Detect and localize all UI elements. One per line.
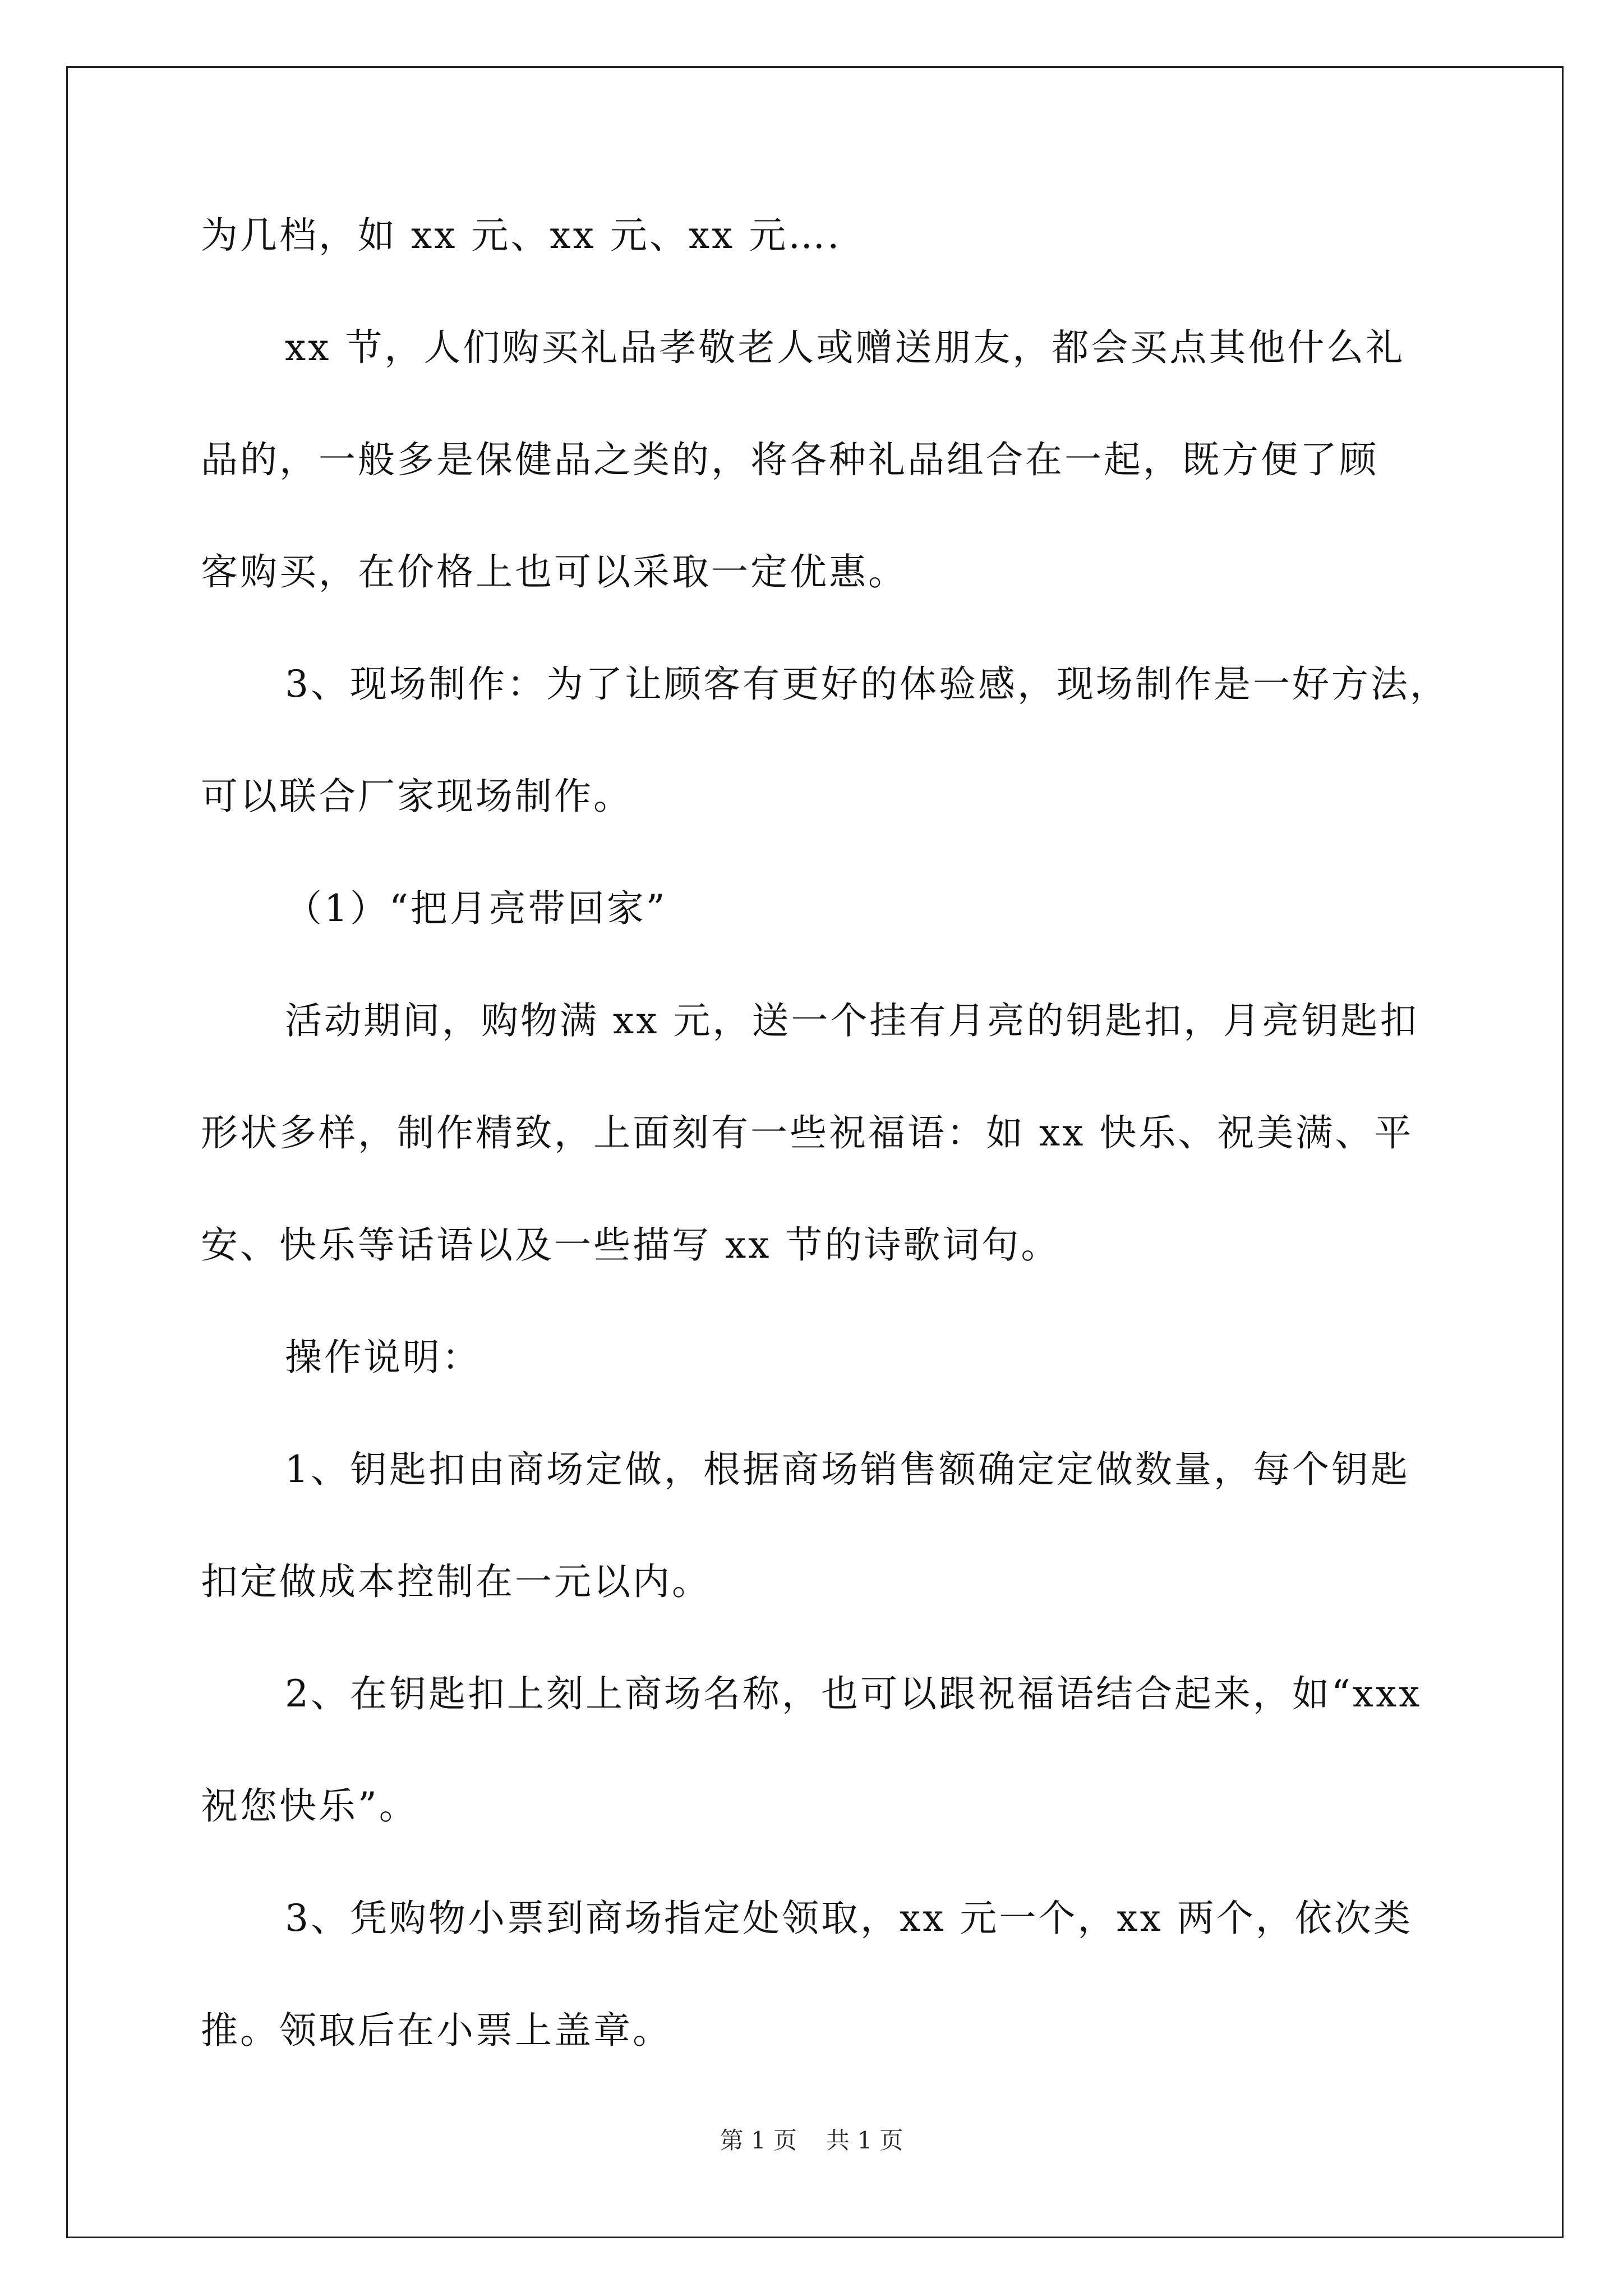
text-line: 推。领取后在小票上盖章。 xyxy=(201,2009,672,2052)
page-footer xyxy=(0,2126,1623,2155)
page-count: 共 1 页 xyxy=(826,2127,903,2154)
text-line: 安、快乐等话语以及一些描写 xx 节的诗歌词句。 xyxy=(201,1223,1061,1267)
text-line: 为几档，如 xx 元、xx 元、xx 元…. xyxy=(201,214,842,257)
text-line: 祝您快乐”。 xyxy=(201,1784,418,1828)
text-line: 3、凭购物小票到商场指定处领取，xx 元一个，xx 两个，依次类 xyxy=(285,1897,1413,1940)
text-line: 操作说明： xyxy=(285,1336,481,1379)
text-line: xx 节，人们购买礼品孝敬老人或赠送朋友，都会买点其他什么礼 xyxy=(285,326,1405,369)
text-line: 扣定做成本控制在一元以内。 xyxy=(201,1560,711,1603)
text-line: 3、现场制作：为了让顾客有更好的体验感，现场制作是一好方法， xyxy=(285,662,1449,706)
text-line: 活动期间，购物满 xx 元，送一个挂有月亮的钥匙扣，月亮钥匙扣 xyxy=(285,999,1419,1042)
text-line: 形状多样，制作精致，上面刻有一些祝福语：如 xx 快乐、祝美满、平 xyxy=(201,1111,1414,1154)
text-line: 品的，一般多是保健品之类的，将各种礼品组合在一起，既方便了顾 xyxy=(201,438,1378,481)
text-line: 客购买，在价格上也可以采取一定优惠。 xyxy=(201,550,907,593)
text-line: （1）“把月亮带回家” xyxy=(285,887,667,930)
page-number: 第 1 页 xyxy=(720,2127,797,2154)
text-line: 可以联合厂家现场制作。 xyxy=(201,775,633,818)
text-line: 1、钥匙扣由商场定做，根据商场销售额确定定做数量，每个钥匙 xyxy=(285,1448,1410,1491)
text-line: 2、在钥匙扣上刻上商场名称，也可以跟祝福语结合起来，如“xxx xyxy=(285,1672,1422,1715)
